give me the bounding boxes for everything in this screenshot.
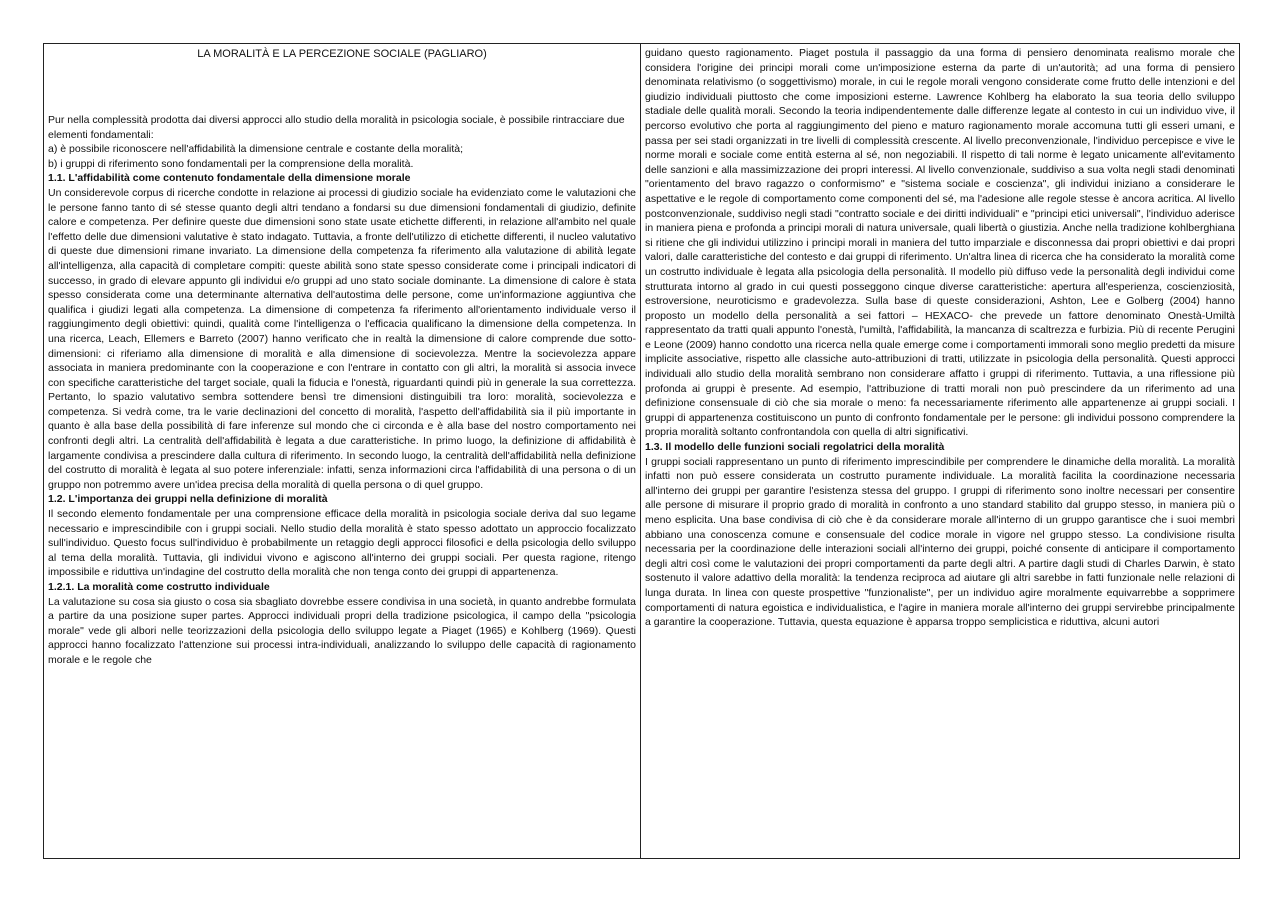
document-title: LA MORALITÀ E LA PERCEZIONE SOCIALE (PAGLIARO) [197, 48, 487, 60]
left-column [44, 44, 641, 858]
intro-block [48, 113, 636, 171]
paragraph-1-3: I gruppi sociali rappresentano un punto di riferimento imprescindibile per comprendere le dinamiche della moralità. La moralità infatti non può essere considerata un costrutto puramente individuale. La moralità facilita la coordinazione necessaria all'interno dei gruppi per garantire l'esistenza stessa del gruppo. I gruppi di riferimento sono inoltre necessari per consentire alle persone di misurare il proprio grado di moralità in confronto a uno standard stabilito dal gruppo stesso, in maniera più o meno esplicita. Una base condivisa di ciò che è da considerare morale all'interno di un gruppo garantisce che i suoi membri abbiano una conoscenza comune e consensuale del codice morale in vigore nel gruppo stesso. La condivisione risulta necessaria per la coordinazione delle interazioni sociali all'interno dei gruppi, poiché consente di anticipare il comportamento degli altri così come le valutazioni dei propri comportamenti da parte degli altri. A partire dagli studi di Charles Darwin, è stato sostenuto il valore adattivo della moralità: la tendenza reciproca ad aiutare gli altri sarebbe in fatti funzionale nelle relazioni di lunga durata. In linea con queste prospettive "funzionaliste", per un individuo agire moralmente equivarrebbe a sopprimere comportamenti di natura egoistica e individualistica, e l'agire in maniera morale all'interno dei gruppi servirebbe principalmente a garantire la cooperazione. Tuttavia, questa equazione è apparsa troppo semplicistica e riduttiva, alcuni autori [645, 455, 1235, 629]
paragraph-1-2-1: La valutazione su cosa sia giusto o cosa sia sbagliato dovrebbe essere condivisa in una società, in quanto andrebbe formulata a partire da una posizione super partes. Approcci individuali propri della tradizione psicologica, il campo della "psicologia morale" vede gli albori nelle teorizzazioni della psicologia dello sviluppo legate a Piaget (1965) e Kohlberg (1969). Questi approcci hanno focalizzato l'attenzione sui processi intra-individuali, analizzando lo sviluppo delle capacità di ragionamento morale e le regole che [48, 595, 636, 666]
heading-1-3: 1.3. Il modello delle funzioni sociali regolatrici della moralità [645, 441, 945, 454]
right-column [641, 44, 1239, 858]
heading-1-2: 1.2. L'importanza dei gruppi nella definizione di moralità [48, 493, 328, 506]
document-page [43, 43, 1240, 859]
intro-paragraph: Pur nella complessità prodotta dai diversi approcci allo studio della moralità in psicologia sociale, è possibile rintracciare due elementi fondamentali: [48, 114, 625, 141]
paragraph-1-2: Il secondo elemento fondamentale per una comprensione efficace della moralità in psicologia sociale deriva dal suo legame necessario e imprescindibile con i gruppi sociali. Nello studio della moralità è stato spesso adottato un approccio focalizzato sull'individuo. Questo focus sull'individuo è probabilmente un retaggio degli approcci filosofici e della psicologia dello sviluppo al tema della moralità. Tuttavia, gli individui vivono e agiscono all'interno dei gruppi sociali. Per questa ragione, ritengo impossibile e riduttiva un'indagine del costrutto della moralità che non tenga conto dei gruppi di appartenenza. [48, 508, 636, 579]
paragraph-1-1: Un considerevole corpus di ricerche condotte in relazione ai processi di giudizio sociale ha evidenziato come le valutazioni che le persone fanno tanto di sé stesse quanto degli altri tendano a fondarsi su due dimensioni fondamentali di giudizio, definite calore e competenza. Per definire queste due dimensioni sono state usate etichette differenti, in relazione all'ambito nel quale l'effetto delle due dimensioni valutative è stato indagato. Tuttavia, a fronte dell'utilizzo di etichette differenti, il nucleo valutativo di queste due dimensioni rimane invariato. La dimensione della competenza fa riferimento alla valutazione di abilità legate all'intelligenza, alla capacità di completare compiti: queste abilità sono state spesso considerate come i principali indicatori di successo, in grado di elevare appunto gli individui e/o gruppi ad uno stato sociale dominante. La dimensione di calore è stata spesso considerata come una determinante alternativa dell'autostima delle persone, come un'informazione aggiuntiva che qualifica i giudizi legati alla competenza. La dimensione di competenza fa riferimento all'orientamento individuale verso il raggiungimento degli obiettivi: quindi, qualità come l'intelligenza o l'efficacia qualificano la dimensione della competenza. In una ricerca, Leach, Ellemers e Barreto (2007) hanno verificato che in realtà la dimensione di calore comprende due sotto-dimensioni: ci riferiamo alla dimensione di moralità e alla dimensione di socievolezza. Mentre la socievolezza appare associata in maniera predominante con la cooperazione e con l'entrare in contatto con gli altri, la moralità si associa invece con specifiche caratteristiche del target sociale, quali la fiducia e l'onestà, riguardanti quindi più in generale la sua correttezza. Pertanto, lo spazio valutativo sembra sottendere bensì tre dimensioni distinguibili tra loro: moralità, socievolezza e competenza. Si vedrà come, tra le varie declinazioni del concetto di moralità, l'aspetto dell'affidabilità sia il più importante in quanto è alla base della possibilità di fare inferenze sul mondo che ci circonda e è alla base del nostro comportamento nei confronti degli altri. La centralità dell'affidabilità è legata a due caratteristiche. In primo luogo, la definizione di affidabilità è largamente condivisa a prescindere dalla cultura di riferimento. In secondo luogo, la centralità dell'affidabilità nella definizione del costrutto di moralità è legata al suo potere inferenziale: infatti, senza informazioni circa l'affidabilità di una persona o di un gruppo non potremmo avere un'idea precisa della moralità di quella persona o di quel gruppo. [48, 186, 636, 491]
point-b: b) i gruppi di riferimento sono fondamentali per la comprensione della moralità. [48, 157, 414, 170]
point-a: a) è possibile riconoscere nell'affidabilità la dimensione centrale e costante della moralità; [48, 143, 464, 156]
heading-1-1: 1.1. L'affidabilità come contenuto fondamentale della dimensione morale [48, 172, 411, 185]
paragraph-1-2-1-continued: guidano questo ragionamento. Piaget postula il passaggio da una forma di pensiero denominata realismo morale che considera l'origine dei principi morali come un'imposizione esterna da parte di un'autorità; ad una forma di pensiero denominata relativismo (o soggettivismo) morale, in cui le regole morali vengono considerate come frutto delle intenzioni e del giudizio individuali piuttosto che come imposizioni esterne. Lawrence Kohlberg ha elaborato la sua teoria dello sviluppo stadiale delle qualità morali. Secondo la teoria indipendentemente dalle differenze legate al contesto in cui un individuo vive, il percorso evolutivo che porta al raggiungimento del pieno e maturo ragionamento morale accomuna tutti gli esseri umani, e passa per sei stadi organizzati in tre livelli di complessità crescente. Al livello preconvenzionale, l'individuo percepisce e vive le norme morali e sociale come entità esterna al sé, non negoziabili. Il rispetto di tali norme è legato unicamente all'evitamento delle sanzioni e alla massimizzazione dei propri interessi. Al livello convenzionale, suddiviso a sua volta negli stadi denominati "orientamento del bravo ragazzo o conformismo" e "sistema sociale e coscienza", gli individui iniziano a considerare le aspettative e le regole di comportamento come componenti del sé, ma l'adesione alle regole stesse è ancora acritica. Al livello postconvenzionale, suddiviso negli stadi "contratto sociale e dei diritti individuali" e "principi etici universali", l'individuo aderisce in maniera piena e profonda a principi morali di natura universale, quali libertà o giustizia. Anche nella tradizione kohlberghiana si ritiene che gli individui utilizzino i principi morali in maniera del tutto imparziale e disconnessa dai propri obiettivi e dai propri valori, dalle caratteristiche del contesto e dai gruppi di riferimento. Un'altra linea di ricerca che ha considerato la moralità come un costrutto individuale è legata alla psicologia della personalità. Il modello più diffuso vede la personalità degli individui come strutturata intorno al grado in cui questi posseggono cinque diverse caratteristiche: apertura all'esperienza, coscienziosità, estroversione, neuroticismo e gradevolezza. Sulla base di queste considerazioni, Ashton, Lee e Golberg (2004) hanno proposto un modello della personalità a sei fattori – HEXACO- che prevede un fattore denominato Onestà-Umiltà rappresentato da tratti quali appunto l'onestà, l'umiltà, l'affidabilità, la mancanza di scaltrezza e furbizia. Più di recente Perugini e Leone (2009) hanno condotto una ricerca nella quale emerge come i comportamenti immorali sono meglio predetti da misure implicite associative, rispetto alle classiche auto-attribuzioni di tratti, utilizzate in psicologia della personalità. Questi approcci individuali allo studio della moralità sembrano non considerare affatto i gruppi di riferimento. Tuttavia, a una riflessione più profonda ai gruppi è presente. Ad esempio, l'attribuzione di tratti morali non può prescindere da un riferimento ad una definizione consensuale di ciò che sia morale o meno: fa necessariamente riferimento alle appartenenze ai gruppi sociali. I gruppi di appartenenza costituiscono un punto di confronto fondamentale per le persone: gli individui possono comprendere la propria moralità soltanto confrontandola con quella di altri significativi. [645, 47, 1235, 439]
heading-1-2-1: 1.2.1. La moralità come costrutto individuale [48, 581, 270, 593]
